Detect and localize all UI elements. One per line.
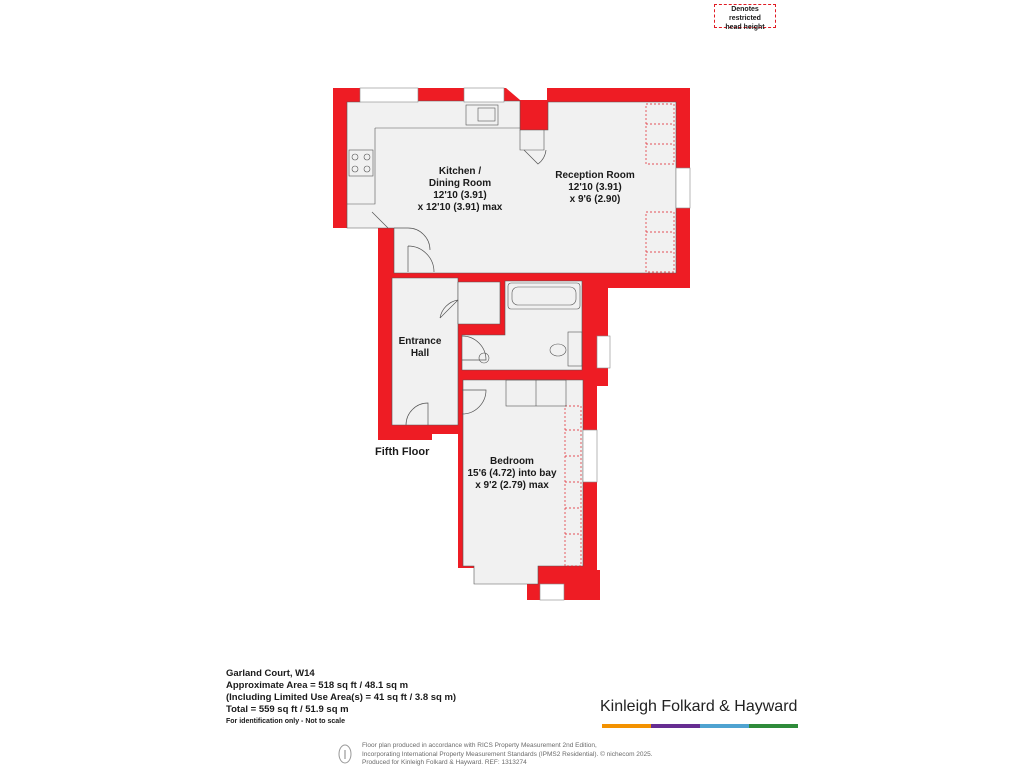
brand-logo: Kinleigh Folkard & Hayward	[600, 698, 798, 715]
room-name: Entrance	[398, 336, 442, 347]
brand-bar-segment	[749, 724, 798, 728]
legend-line-2: head height	[725, 24, 765, 31]
room-dimension: x 12'10 (3.91) max	[417, 202, 503, 213]
room-dimension: 12'10 (3.91)	[568, 182, 622, 193]
property-area: Approximate Area = 518 sq ft / 48.1 sq m	[226, 680, 409, 691]
legend-line-1: Denotes restricted	[729, 6, 761, 22]
room-name: Bedroom	[490, 456, 534, 467]
property-total-area: Total = 559 sq ft / 51.9 sq m	[226, 704, 349, 715]
room-dimension: x 9'2 (2.79) max	[475, 480, 549, 491]
property-details	[226, 668, 456, 728]
footnote-line: Floor plan produced in accordance with RICS Property Measurement 2nd Edition,	[362, 742, 597, 749]
room-entrance-hall	[392, 336, 448, 360]
floor-title: Fifth Floor	[375, 446, 430, 458]
property-note: For identification only - Not to scale	[226, 718, 346, 725]
property-address: Garland Court, W14	[226, 668, 315, 679]
restricted-head-height-legend	[714, 4, 776, 31]
brand-bar-segment	[651, 724, 700, 728]
room-dimension: x 9'6 (2.90)	[569, 194, 621, 205]
room-kitchen	[405, 166, 515, 214]
brand-bar-segment	[700, 724, 749, 728]
room-name: Kitchen /	[438, 166, 482, 177]
footnote-line: Incorporating International Property Measurement Standards (IPMS2 Residential). © nichecom 2025.	[362, 750, 653, 758]
footnote-line: Produced for Kinleigh Folkard & Hayward. REF: 1313274	[362, 759, 527, 766]
brand-bar-segment	[602, 724, 651, 728]
room-dimension: 12'10 (3.91)	[433, 190, 487, 201]
info-icon	[338, 744, 352, 764]
brand-color-bar	[602, 724, 798, 728]
room-dimension: 15'6 (4.72) into bay	[467, 468, 557, 479]
room-name: Reception Room	[555, 170, 635, 181]
room-reception	[545, 170, 645, 206]
room-bedroom	[458, 456, 566, 492]
property-limited-area: (Including Limited Use Area(s) = 41 sq ft / 3.8 sq m)	[226, 692, 457, 703]
footnote	[362, 742, 653, 768]
room-name: Dining Room	[428, 178, 492, 189]
room-name: Hall	[410, 348, 430, 359]
